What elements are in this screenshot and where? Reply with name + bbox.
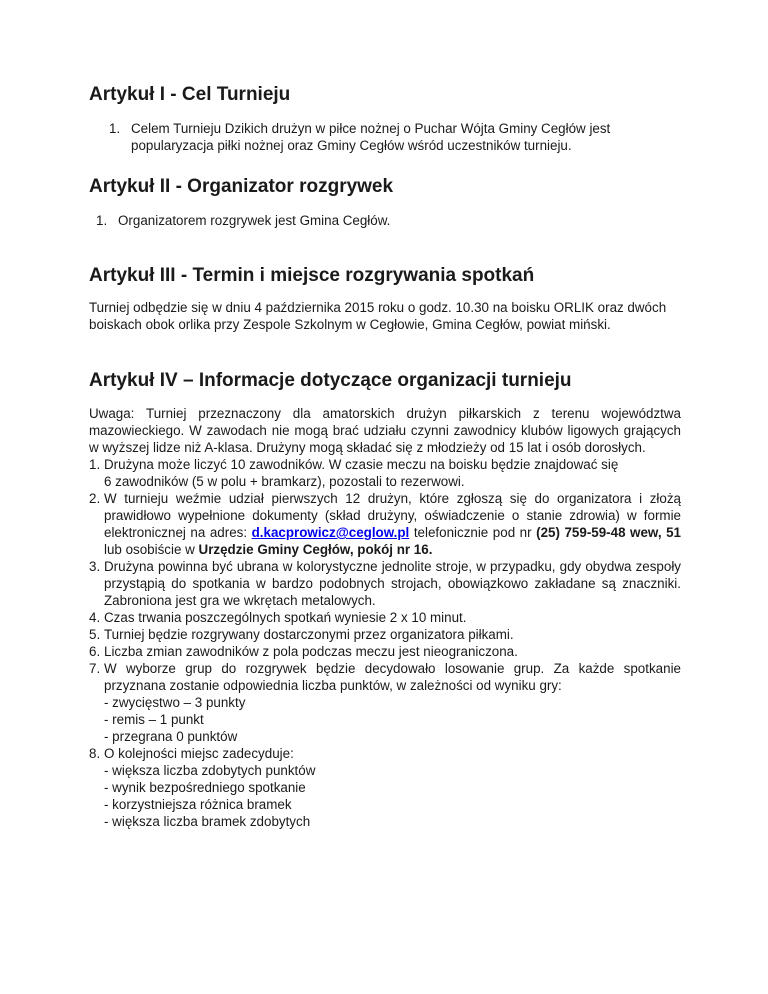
list-number: 1. [89,457,101,472]
article-3-heading: Artykuł III - Termin i miejsce rozgrywania spotkań [89,265,535,286]
text-segment: W turnieju weźmie udział pierwszych 12 drużyn, które zgłoszą się do organizatora i złożą prawidłowo wypełnione dokumenty (skład drużyny, oświadczenie o stanie zdrowia) w formie elektronicznej na adres: [104,491,681,540]
list-item-line: 6 zawodników (5 w polu + bramkarz), pozostali to rezerwowi. [104,474,465,489]
sub-item: - zwycięstwo – 3 punkty [104,695,246,710]
list-number: 8. [89,746,101,761]
list-item-text [89,490,681,558]
phone-number: (25) 759-59-48 wew, 51 [536,525,681,540]
article-1-heading: Artykuł I - Cel Turnieju [89,84,291,105]
list-item-text: Organizatorem rozgrywek jest Gmina Cegłów. [118,213,391,228]
list-item-text [89,660,681,745]
sub-item: - wynik bezpośredniego spotkanie [104,780,306,795]
article-4-heading: Artykuł IV – Informacje dotyczące organizacji turnieju [89,370,572,391]
list-item-text [89,745,681,830]
email-link[interactable]: d.kacprowicz@ceglow.pl [251,525,410,540]
list-item [89,626,681,643]
list-item-text [89,456,681,490]
list-item-text: Drużyna powinna być ubrana w kolorystyczne jednolite stroje, w przypadku, gdy obydwa zespoły przystąpią do spotkania w bardzo podobnych strojach, obowiązkowo zakładane są znaczniki. Zabroniona jest gra we wkrętach metalowych. [104,559,681,608]
list-item [89,660,681,745]
list-item [96,212,681,229]
article-2-heading: Artykuł II - Organizator rozgrywek [89,176,394,197]
list-number: 6. [89,644,101,659]
sub-item: - większa liczba bramek zdobytych [104,814,311,829]
list-item-line: Drużyna może liczyć 10 zawodników. W czasie meczu na boisku będzie znajdować się [104,457,619,472]
text-segment: lub osobiście w [104,542,199,557]
article-3-text: Turniej odbędzie się w dniu 4 października 2015 roku o godz. 10.30 na boisku ORLIK oraz dwóch boiskach obok orlika przy Zespole Szkolnym w Cegłowie, Gmina Cegłów, powiat miński. [89,300,667,332]
sub-item: - przegrana 0 punktów [104,729,238,744]
list-number: 2. [89,491,101,506]
sub-item: - remis – 1 punkt [104,712,204,727]
list-item-text: Celem Turnieju Dzikich drużyn w piłce nożnej o Puchar Wójta Gminy Cegłów jest popularyzacja piłki nożnej oraz Gminy Cegłów wśród uczestników turnieju. [131,121,611,153]
article-2-list [96,212,681,229]
article-1-list [109,120,681,154]
text-segment: telefonicznie pod nr [409,525,537,540]
list-item [89,456,681,490]
list-item [89,745,681,830]
list-item-text: Turniej będzie rozgrywany dostarczonymi przez organizatora piłkami. [104,627,514,642]
list-number: 1. [109,121,121,136]
list-number: 1. [96,213,108,228]
list-number: 7. [89,661,101,676]
list-item-text: Liczba zmian zawodników z pola podczas meczu jest nieograniczona. [104,644,518,659]
list-item-line: O kolejności miejsc zadecyduje: [104,746,294,761]
list-item [89,558,681,609]
list-item [89,643,681,660]
list-number: 3. [89,559,101,574]
list-item [109,120,681,154]
list-item [89,490,681,558]
article-4-note: Uwaga: Turniej przeznaczony dla amatorskich drużyn piłkarskich z terenu województwa mazowieckiego. W zawodach nie mogą brać udziału czynni zawodnicy klubów ligowych grających w wyższej lidze niż A-klasa. Drużyny mogą składać się z młodzieży od 15 lat i osób dorosłych. [89,406,681,455]
list-item-line: W wyborze grup do rozgrywek będzie decydowało losowanie grup. Za każde spotkanie przyznana zostanie odpowiednia liczba punktów, w zależności od wyniku gry: [104,661,681,693]
list-item-text: Czas trwania poszczególnych spotkań wyniesie 2 x 10 minut. [104,610,467,625]
office-location: Urzędzie Gminy Cegłów, pokój nr 16. [198,542,433,557]
list-number: 5. [89,627,101,642]
sub-item: - większa liczba zdobytych punktów [104,763,316,778]
list-number: 4. [89,610,101,625]
list-item [89,609,681,626]
article-4-content [89,405,681,830]
sub-item: - korzystniejsza różnica bramek [104,797,292,812]
